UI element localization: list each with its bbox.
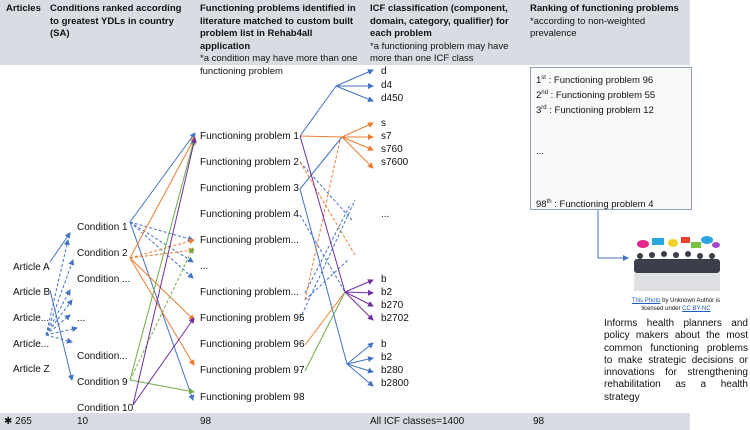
- footer-ranking: 98: [533, 416, 545, 427]
- condition-label: Condition 2: [77, 248, 128, 259]
- footer-conditions: 10: [77, 416, 89, 427]
- condition-label: Condition 9: [77, 377, 128, 388]
- icf-label: d4: [381, 80, 393, 91]
- license-link[interactable]: CC BY-NC: [682, 306, 711, 312]
- header-conditions: Conditions ranked according to greatest YDLs in country (SA): [50, 3, 182, 39]
- problem-label: Functioning problem 1: [200, 131, 299, 142]
- speech-bubbles-icon: [637, 236, 720, 248]
- icf-label: b2: [381, 287, 393, 298]
- icf-label: s7: [381, 131, 392, 142]
- article-label: Article Z: [13, 364, 50, 375]
- condition-label: Condition...: [77, 351, 128, 362]
- footer-problems: 98: [200, 416, 212, 427]
- condition-label: Condition 10: [77, 403, 134, 414]
- condition-label: Condition 1: [77, 222, 128, 233]
- footer-articles: ✱ 265: [4, 416, 32, 427]
- problem-label: Functioning problem 96: [200, 339, 305, 350]
- icf-label: b2800: [381, 378, 409, 389]
- problem-label: Functioning problem 95: [200, 313, 305, 324]
- icf-label: b: [381, 274, 387, 285]
- problem-label: ...: [200, 261, 209, 272]
- article-label: Article A: [13, 262, 50, 273]
- header-problems: Functioning problems identified in literature matched to custom built problem list in Rehab4all application *a condition may have more than one functioning problem: [200, 3, 358, 77]
- header-articles: Articles: [6, 3, 41, 14]
- problem-label: Functioning problem 97: [200, 365, 305, 376]
- rank-item: 98th : Functioning problem 4: [536, 199, 654, 211]
- problem-label: Functioning problem 2: [200, 157, 299, 168]
- article-label: Article...: [13, 313, 50, 324]
- problem-label: Functioning problem 98: [200, 392, 305, 403]
- rank-item: 1st : Functioning problem 96: [536, 75, 654, 87]
- icf-label: s7600: [381, 157, 409, 168]
- photo-link[interactable]: This Photo: [631, 298, 661, 304]
- icf-label: b2: [381, 352, 393, 363]
- icf-label: b2702: [381, 313, 409, 324]
- article-label: Article B: [13, 287, 51, 298]
- problem-label: Functioning problem 3: [200, 183, 299, 194]
- info-text: Informs health planners and policy makers about the most common functioning problems to make strategic decisions or innovations for strengthening rehabilitation as a health strategy: [604, 318, 748, 403]
- rank-item: ...: [536, 146, 544, 158]
- header-ranking: Ranking of functioning problems *according to non-weighted prevalence: [530, 3, 679, 39]
- problem-label: Functioning problem...: [200, 287, 299, 298]
- footer-icf: All ICF classes=1400: [370, 416, 465, 427]
- icf-label: b: [381, 339, 387, 350]
- photo-caption: This Photo by Unknown Author is licensed under CC BY-NC: [631, 298, 721, 312]
- icf-label: b280: [381, 365, 404, 376]
- icf-label: s760: [381, 144, 403, 155]
- rank-item: 2nd : Functioning problem 55: [536, 90, 656, 102]
- rank-item: 3rd : Functioning problem 12: [536, 105, 654, 117]
- problem-label: Functioning problem 4: [200, 209, 299, 220]
- condition-label: ...: [77, 313, 86, 324]
- condition-label: Condition ...: [77, 274, 131, 285]
- icf-label: d450: [381, 93, 404, 104]
- header-icf: ICF classification (component, domain, category, qualifier) for each problem *a functioning problem may have more than one ICF class: [370, 3, 509, 64]
- icf-label: b270: [381, 300, 404, 311]
- icf-label: s: [381, 118, 386, 129]
- people-silhouettes-icon: [634, 251, 720, 273]
- problem-label: Functioning problem...: [200, 235, 299, 246]
- article-label: Article...: [13, 339, 50, 350]
- icf-label: d: [381, 66, 387, 77]
- icf-label: ...: [381, 209, 390, 220]
